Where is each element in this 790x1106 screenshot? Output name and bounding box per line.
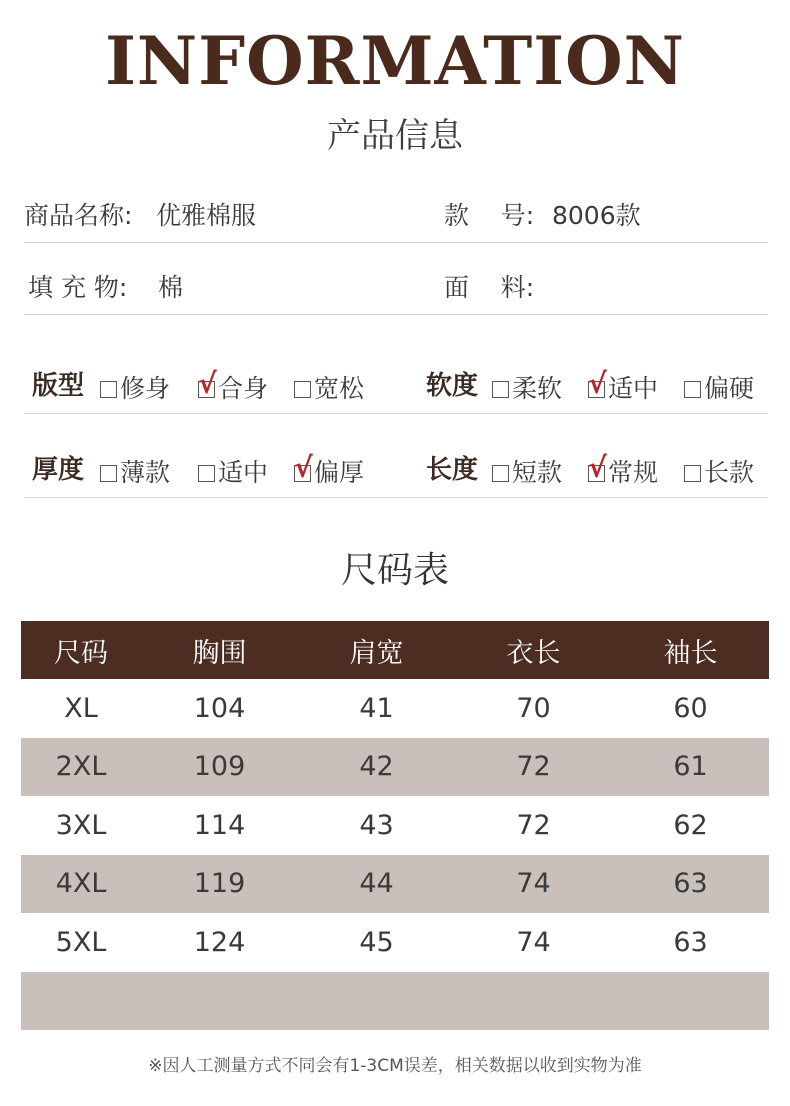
thickness-option-1[interactable]: 薄款 [100,453,170,489]
length-label: 长度 [426,455,479,485]
table-cell: 44 [298,855,455,914]
table-cell [612,972,769,1031]
fit-label: 版型 [32,371,85,401]
table-cell: XL [64,692,98,724]
table-cell: 104 [193,692,246,724]
info-row-filling [24,264,768,315]
page-title-en: INFORMATION [105,22,685,100]
softness-option-2[interactable]: √ 适中 [588,367,659,403]
table-cell: 4XL [21,855,141,914]
table-cell [455,972,612,1031]
name-label: 商品名称: [24,201,133,230]
column-header: 肩宽 [298,621,455,679]
check-mark-icon: √ [588,367,607,400]
checkbox-icon [294,381,311,398]
checkbox-icon [684,465,701,482]
column-header: 尺码 [21,621,141,679]
table-cell: 43 [359,809,394,841]
softness-option-1[interactable]: 柔软 [492,369,562,405]
table-cell: 70 [516,692,551,724]
table-row [21,972,769,1031]
info-row-name [24,192,768,243]
style-no-value: 8006款 [552,201,641,230]
length-option-1[interactable]: 短款 [492,453,562,489]
fit-option-2[interactable]: √ 合身 [198,367,269,403]
size-chart-table [21,621,769,1030]
table-cell: 61 [612,738,769,797]
table-cell: 114 [193,809,246,841]
table-cell [141,972,298,1031]
attr-row-1 [24,357,768,414]
footnote: ※因人工测量方式不同会有1-3CM误差，相关数据以收到实物为准 [148,1056,642,1076]
table-row [21,738,769,797]
checkbox-icon [100,465,117,482]
fit-option-3[interactable]: 宽松 [294,369,364,405]
table-cell: 3XL [55,809,107,841]
table-cell: 124 [193,926,246,958]
checkbox-icon [198,465,215,482]
checkbox-checked-icon [294,451,313,484]
page-title-cn: 产品信息 [327,116,463,156]
table-row [21,796,769,855]
checkbox-checked-icon [198,367,217,400]
checkbox-checked-icon [588,451,607,484]
fabric-label: 面 料: [444,273,535,302]
table-cell: 119 [141,855,298,914]
column-header: 衣长 [455,621,612,679]
table-row [21,855,769,914]
table-cell: 109 [141,738,298,797]
fit-option-1[interactable]: 修身 [100,369,170,405]
thickness-option-2[interactable]: 适中 [198,453,268,489]
table-cell: 72 [516,809,551,841]
table-row [21,679,769,738]
table-cell: 42 [298,738,455,797]
table-cell: 5XL [55,926,107,958]
table-cell: 45 [359,926,394,958]
table-cell: 2XL [21,738,141,797]
column-header: 袖长 [612,621,769,679]
table-cell: 62 [673,809,708,841]
checkbox-icon [684,381,701,398]
table-cell [21,972,141,1031]
filling-value: 棉 [158,273,184,302]
length-option-3[interactable]: 长款 [684,453,754,489]
name-value: 优雅棉服 [156,201,257,230]
checkbox-checked-icon [588,367,607,400]
table-cell [298,972,455,1031]
table-cell: 74 [516,926,551,958]
length-option-2[interactable]: √ 常规 [588,451,659,487]
check-mark-icon: √ [588,451,607,484]
style-no-label: 款 号: [444,201,535,230]
table-header-row [21,621,769,679]
table-row [21,913,769,972]
table-cell: 60 [673,692,708,724]
size-chart-title: 尺码表 [340,550,449,591]
thickness-label: 厚度 [32,455,85,485]
softness-label: 软度 [426,371,479,401]
table-cell: 74 [455,855,612,914]
column-header: 胸围 [141,621,298,679]
checkbox-icon [100,381,117,398]
check-mark-icon: √ [294,451,313,484]
table-cell: 41 [359,692,394,724]
check-mark-icon: √ [198,367,217,400]
thickness-option-3[interactable]: √ 偏厚 [294,451,365,487]
softness-option-3[interactable]: 偏硬 [684,369,754,405]
attr-row-2 [24,441,768,498]
table-cell: 72 [455,738,612,797]
checkbox-icon [492,465,509,482]
checkbox-icon [492,381,509,398]
table-cell: 63 [673,926,708,958]
table-cell: 63 [612,855,769,914]
filling-label: 填 充 物: [28,273,128,302]
